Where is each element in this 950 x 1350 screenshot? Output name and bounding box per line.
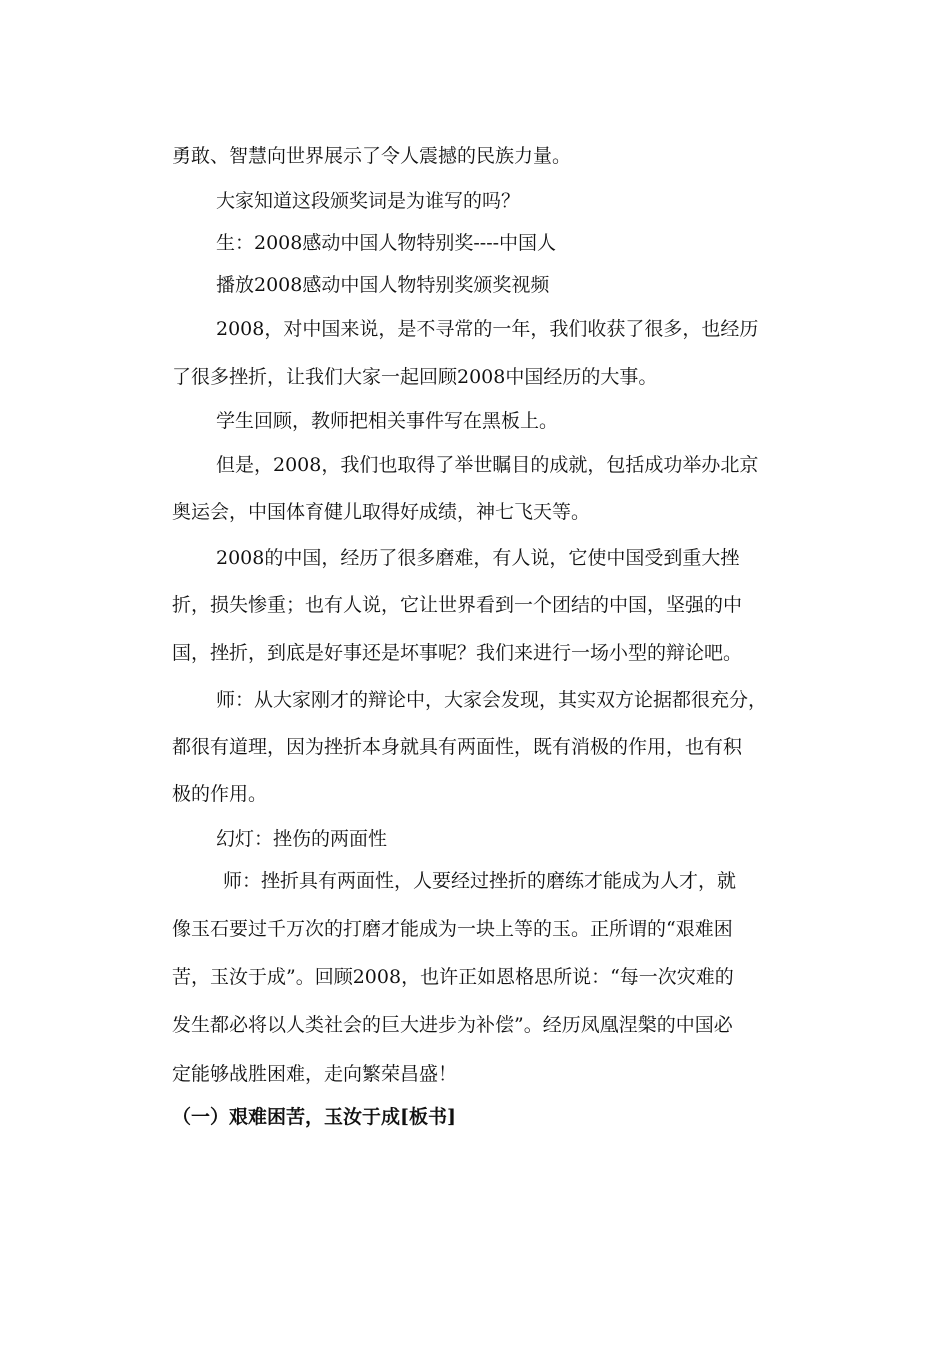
text-line: 2008，对中国来说，是不寻常的一年，我们收获了很多，也经历 — [216, 318, 759, 340]
text-line: 像玉石要过千万次的打磨才能成为一块上等的玉。正所谓的“艰难困 — [172, 918, 733, 940]
text-line: 大家知道这段颁奖词是为谁写的吗？ — [216, 190, 521, 212]
text-line: 但是，2008，我们也取得了举世瞩目的成就，包括成功举办北京 — [216, 454, 759, 476]
text-line: 苦，玉汝于成”。回顾2008，也许正如恩格思所说：“每一次灾难的 — [172, 966, 734, 988]
text-line: 定能够战胜困难，走向繁荣昌盛！ — [172, 1063, 458, 1085]
text-line: 折，损失惨重；也有人说，它让世界看到一个团结的中国，坚强的中 — [172, 594, 743, 616]
text-line: 极的作用。 — [172, 783, 268, 805]
text-line: 师：从大家刚才的辩论中，大家会发现，其实双方论据都很充分， — [216, 689, 768, 711]
text-line: 都很有道理，因为挫折本身就具有两面性，既有消极的作用，也有积 — [172, 736, 743, 758]
text-line: 幻灯：挫伤的两面性 — [216, 828, 388, 850]
text-line: 了很多挫折，让我们大家一起回顾2008中国经历的大事。 — [172, 366, 658, 388]
text-line: 学生回顾，教师把相关事件写在黑板上。 — [216, 410, 559, 432]
text-line: 2008的中国，经历了很多磨难，有人说，它使中国受到重大挫 — [216, 547, 740, 569]
text-line: 奥运会，中国体育健儿取得好成绩，神七飞天等。 — [172, 501, 591, 523]
section-heading: （一）艰难困苦，玉汝于成[板书] — [172, 1106, 456, 1128]
text-line: 国，挫折，到底是好事还是坏事呢？我们来进行一场小型的辩论吧。 — [172, 642, 743, 664]
text-line: 发生都必将以人类社会的巨大进步为补偿”。经历凤凰涅槃的中国必 — [172, 1014, 733, 1036]
text-line: 勇敢、智慧向世界展示了令人震撼的民族力量。 — [172, 145, 572, 167]
text-line: 生：2008感动中国人物特别奖----中国人 — [216, 232, 557, 254]
text-line: 师：挫折具有两面性，人要经过挫折的磨练才能成为人才，就 — [223, 870, 737, 892]
text-line: 播放2008感动中国人物特别奖颁奖视频 — [216, 274, 550, 296]
